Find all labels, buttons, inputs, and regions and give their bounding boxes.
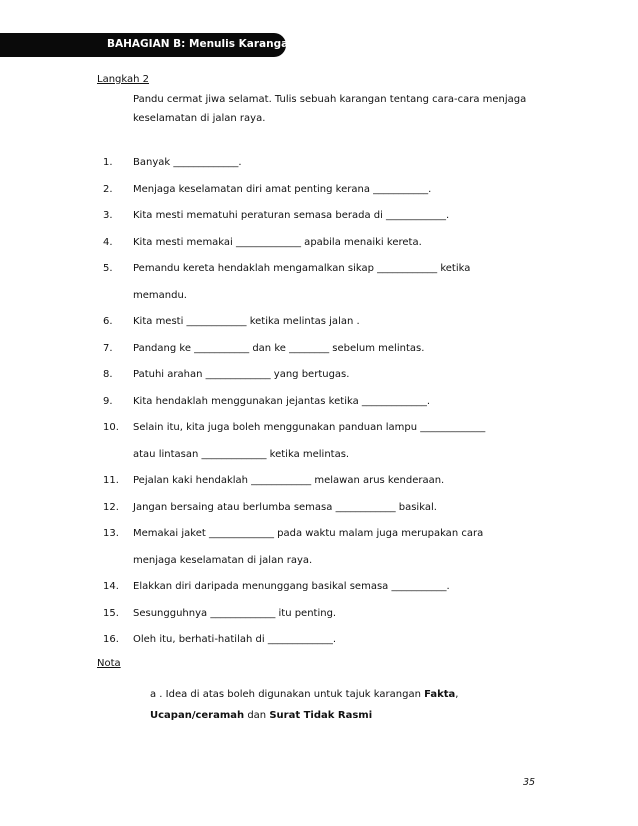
note-text: a . Idea di atas boleh digunakan untuk tajuk karangan — [150, 689, 425, 700]
item-number: 5. — [103, 263, 113, 274]
item-text: Pejalan kaki hendaklah ____________ melawan arus kenderaan. — [133, 475, 445, 486]
item-text: Pemandu kereta hendaklah mengamalkan sikap ____________ ketika — [133, 263, 471, 274]
item-text: Jangan bersaing atau berlumba semasa ____________ basikal. — [133, 501, 437, 513]
item-number: 8. — [103, 369, 113, 380]
note-surat: Surat Tidak Rasmi — [269, 710, 373, 721]
item-text: Patuhi arahan _____________ yang bertugas. — [133, 369, 350, 380]
item-text: Oleh itu, berhati-hatilah di _____________. — [133, 634, 336, 645]
item-text: memandu. — [133, 289, 187, 301]
note-ucapan: Ucapan/ceramah — [150, 710, 245, 721]
item-text: Banyak _____________. — [133, 157, 242, 168]
item-text: atau lintasan _____________ ketika melintas. — [133, 448, 350, 460]
intro-paragraph: Pandu cermat jiwa selamat. Tulis sebuah karangan tentang cara-cara menjaga keselamatan di jalan raya. — [133, 94, 527, 124]
note-comma: , — [455, 689, 459, 700]
item-number: 16. — [103, 634, 119, 645]
item-number: 4. — [103, 236, 113, 248]
item-text: Memakai jaket _____________ pada waktu malam juga merupakan cara — [133, 528, 484, 539]
item-text: Elakkan diri daripada menunggang basikal semasa ___________. — [133, 581, 450, 592]
item-text: Kita mesti ____________ ketika melintas jalan . — [133, 316, 360, 327]
item-number: 3. — [103, 210, 113, 221]
section-title: BAHAGIAN B: Menulis Karangan — [107, 38, 296, 50]
item-number: 13. — [103, 528, 119, 539]
item-text: Kita mesti memakai _____________ apabila menaiki kereta. — [133, 236, 422, 248]
note-line-2 — [150, 710, 372, 721]
section-banner — [0, 33, 296, 57]
note-label: Nota — [97, 658, 121, 669]
item-number: 2. — [103, 183, 113, 195]
item-number: 15. — [103, 607, 119, 619]
item-text: Pandang ke ___________ dan ke ________ sebelum melintas. — [133, 342, 425, 354]
item-text: Kita mesti mematuhi peraturan semasa berada di ____________. — [133, 210, 450, 221]
step-label: Langkah 2 — [97, 74, 150, 85]
item-number: 7. — [103, 342, 113, 354]
item-text: Sesungguhnya _____________ itu penting. — [133, 607, 337, 619]
item-number: 12. — [103, 501, 119, 513]
item-text: Selain itu, kita juga boleh menggunakan panduan lampu _____________ — [133, 422, 486, 433]
note-dan: dan — [244, 710, 270, 721]
item-number: 9. — [103, 395, 113, 407]
note-fakta: Fakta — [424, 689, 456, 700]
item-text: menjaga keselamatan di jalan raya. — [133, 554, 313, 566]
item-number: 11. — [103, 475, 119, 486]
item-number: 10. — [103, 422, 119, 433]
page-number: 35 — [523, 777, 536, 788]
item-text: Menjaga keselamatan diri amat penting kerana ___________. — [133, 183, 432, 195]
item-text: Kita hendaklah menggunakan jejantas ketika _____________. — [133, 395, 431, 407]
item-number: 1. — [103, 157, 113, 168]
note-line-1 — [150, 689, 458, 700]
item-number: 14. — [103, 581, 119, 592]
item-number: 6. — [103, 316, 113, 327]
